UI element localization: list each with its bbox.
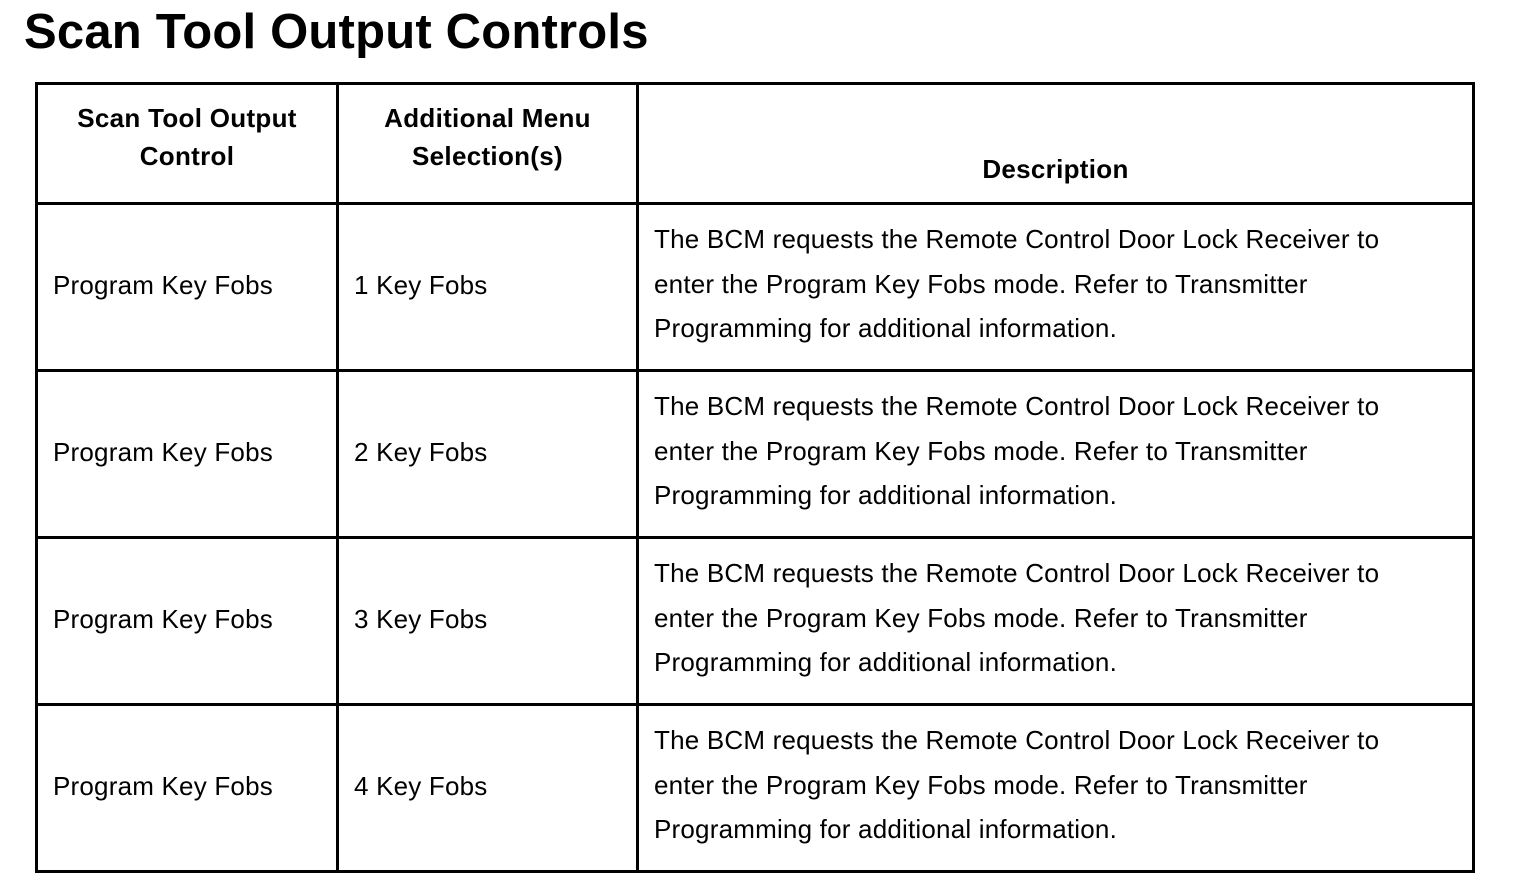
table-body — [37, 204, 1474, 872]
cell-control: Program Key Fobs — [37, 538, 338, 705]
cell-control: Program Key Fobs — [37, 705, 338, 872]
cell-menu: 4 Key Fobs — [338, 705, 638, 872]
cell-menu: 2 Key Fobs — [338, 371, 638, 538]
table-header — [37, 84, 1474, 204]
cell-menu: 3 Key Fobs — [338, 538, 638, 705]
header-control: Scan Tool Output Control — [37, 84, 338, 204]
cell-description: The BCM requests the Remote Control Door Lock Receiver to enter the Program Key Fobs mode. Refer to Transmitter Programming for additional information. — [638, 705, 1474, 872]
table-row — [37, 705, 1474, 872]
cell-control: Program Key Fobs — [37, 204, 338, 371]
header-row — [37, 84, 1474, 204]
cell-description: The BCM requests the Remote Control Door Lock Receiver to enter the Program Key Fobs mode. Refer to Transmitter Programming for additional information. — [638, 371, 1474, 538]
table-row — [37, 538, 1474, 705]
cell-menu: 1 Key Fobs — [338, 204, 638, 371]
cell-control: Program Key Fobs — [37, 371, 338, 538]
output-controls-table — [35, 82, 1475, 873]
table-row — [37, 371, 1474, 538]
cell-description: The BCM requests the Remote Control Door Lock Receiver to enter the Program Key Fobs mode. Refer to Transmitter Programming for additional information. — [638, 538, 1474, 705]
cell-description: The BCM requests the Remote Control Door Lock Receiver to enter the Program Key Fobs mode. Refer to Transmitter Programming for additional information. — [638, 204, 1474, 371]
page-title: Scan Tool Output Controls — [24, 5, 649, 59]
header-menu: Additional Menu Selection(s) — [338, 84, 638, 204]
header-description: Description — [638, 84, 1474, 204]
table-row — [37, 204, 1474, 371]
